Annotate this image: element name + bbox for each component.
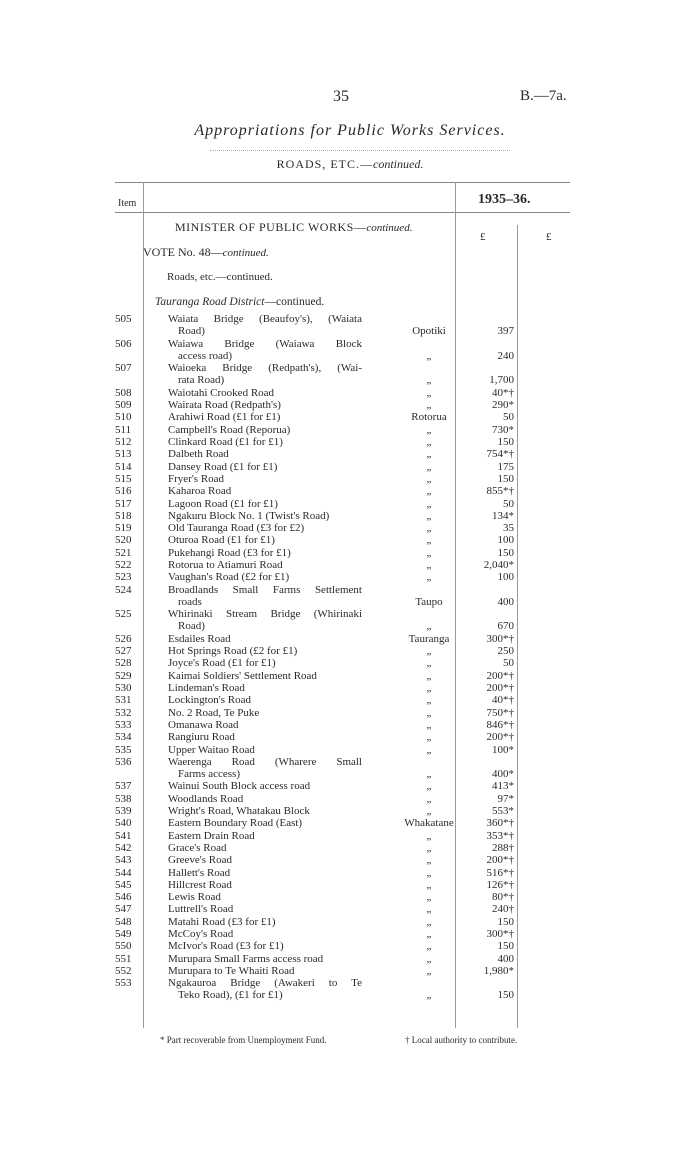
table-row [0,731,700,743]
item-number: 533 [115,718,132,731]
currency-symbol: £ [480,231,486,243]
table-row [0,670,700,682]
item-amount: 150 [497,546,514,559]
table-row [0,916,700,928]
item-amount: 250 [497,645,514,658]
item-number: 512 [115,436,132,448]
item-location: „ [426,792,432,805]
table-row [0,559,700,571]
item-amount: 150 [497,472,514,485]
item-description: Dalbeth Road [168,448,229,461]
item-number: 548 [115,915,132,928]
section-subtitle [0,157,700,172]
table-row [0,461,700,473]
item-location: „ [426,964,432,977]
item-location: „ [426,386,432,399]
item-amount: 288† [492,841,514,854]
item-number: 537 [115,780,132,793]
table-row [0,338,700,363]
item-location: „ [426,423,432,436]
item-amount: 400 [497,595,514,608]
item-location: „ [426,940,432,953]
item-location: „ [426,571,432,584]
item-number: 552 [115,964,132,977]
item-description: Lockington's Road [168,694,251,707]
item-amount: 846*† [486,718,514,731]
minister-continued: continued. [366,222,413,234]
year-column-header: 1935–36. [478,192,531,207]
item-amount: 1,980* [483,964,514,977]
item-amount: 240† [492,903,514,916]
item-description: Fryer's Road [168,472,225,485]
item-description: Ngakuru Block No. 1 (Twist's Road) [168,509,330,522]
item-description: Omanawa Road [168,718,239,731]
table-row [0,547,700,559]
item-number: 541 [115,829,132,842]
table-row [0,608,700,633]
table-row [0,842,700,854]
table-row [0,805,700,817]
item-amount: 150 [497,940,514,953]
item-description: Eastern Drain Road [168,829,255,842]
item-amount: 553* [492,805,514,817]
item-description: Broadlands Small Farms Settlement [168,583,362,596]
subtitle-continued: continued. [373,157,424,171]
item-number: 519 [115,522,132,535]
minister-main: MINISTER OF PUBLIC WORKS— [175,220,367,234]
item-location: „ [426,841,432,854]
item-description: No. 2 Road, Te Puke [168,706,260,719]
table-row [0,694,700,706]
item-amount: 100* [492,743,514,756]
item-amount: 200*† [486,731,514,744]
item-location: Rotorua [411,411,447,424]
item-description: access road) [178,349,233,362]
item-number: 514 [115,460,132,473]
item-location: „ [426,349,432,362]
item-number: 551 [115,952,132,965]
item-location: „ [426,878,432,891]
item-description: Whirinaki Stream Bridge (Whirinaki [168,608,362,621]
item-amount: 400 [497,952,514,965]
item-description: Hillcrest Road [168,878,232,891]
vote-main: VOTE No. 48— [143,245,223,259]
item-number: 510 [115,411,132,424]
table-row [0,387,700,399]
item-number: 522 [115,559,132,571]
item-amount: 50 [503,657,514,670]
item-amount: 360*† [486,817,514,830]
item-location: „ [426,952,432,965]
item-amount: 730* [492,423,514,436]
item-number: 547 [115,903,132,916]
item-location: „ [426,448,432,461]
item-location: „ [426,546,432,559]
item-number: 523 [115,571,132,584]
item-location: Opotiki [412,325,446,338]
roads-heading: Roads, etc.—continued. [167,271,273,283]
item-location: „ [426,694,432,707]
item-description: Grace's Road [168,841,227,854]
header-rule [210,150,510,151]
table-row [0,830,700,842]
item-number: 507 [115,362,132,375]
table-row [0,977,700,1002]
item-description: Waerenga Road (Wharere Small [168,755,362,768]
table-top-rule [115,182,570,183]
item-location: „ [426,891,432,904]
item-number: 525 [115,608,132,621]
item-description: Matahi Road (£3 for £1) [168,915,276,928]
item-amount: 400* [492,768,514,781]
table-row [0,940,700,952]
item-number: 535 [115,743,132,756]
vote-heading [143,245,269,260]
item-location: „ [426,559,432,571]
table-row [0,682,700,694]
page-title: Appropriations for Public Works Services. [194,122,506,139]
item-number: 530 [115,682,132,694]
item-description: Arahiwi Road (£1 for £1) [168,411,281,424]
item-location: „ [426,903,432,916]
item-number: 536 [115,755,132,768]
item-description: Hot Springs Road (£2 for £1) [168,645,298,658]
item-number: 553 [115,977,132,990]
item-amount: 200*† [486,669,514,682]
item-location: „ [426,915,432,928]
item-description: Wright's Road, Whatakau Block [168,805,310,817]
item-amount: 516*† [486,866,514,879]
table-row [0,965,700,977]
item-location: „ [426,522,432,535]
item-number: 546 [115,891,132,904]
table-row [0,571,700,583]
table-row [0,473,700,485]
item-amount: 100 [497,534,514,547]
item-amount: 2,040* [483,559,514,571]
item-description: roads [178,595,202,608]
table-row [0,633,700,645]
district-continued: —continued. [264,296,325,308]
item-number: 550 [115,940,132,953]
item-location: „ [426,768,432,781]
item-amount: 150 [497,915,514,928]
item-location: Tauranga [408,632,450,645]
table-row [0,411,700,423]
item-column-header: Item [118,198,137,209]
item-number: 521 [115,546,132,559]
table-row [0,534,700,546]
item-location: „ [426,472,432,485]
table-row [0,584,700,609]
item-amount: 1,700 [489,374,514,387]
item-location: „ [426,657,432,670]
item-description: Rangiuru Road [168,731,235,744]
table-row [0,657,700,669]
item-amount: 670 [497,620,514,633]
item-amount: 754*† [486,448,514,461]
table-row [0,953,700,965]
item-description: Kaimai Soldiers' Settlement Road [168,669,317,682]
item-number: 540 [115,817,132,830]
item-description: Road) [178,325,205,338]
item-location: „ [426,645,432,658]
item-number: 526 [115,632,132,645]
item-amount: 353*† [486,829,514,842]
table-row [0,854,700,866]
item-location: „ [426,669,432,682]
item-amount: 175 [497,460,514,473]
item-number: 513 [115,448,132,461]
table-header-rule [115,212,570,213]
item-description: Ngakauroa Bridge (Awakeri to Te [168,977,362,990]
item-description: Teko Road), (£1 for £1) [178,989,283,1002]
item-description: Wainui South Block access road [168,780,311,793]
item-location: „ [426,928,432,940]
item-amount: 300*† [486,928,514,940]
table-row [0,707,700,719]
item-description: Joyce's Road (£1 for £1) [168,657,276,670]
item-number: 538 [115,792,132,805]
item-number: 517 [115,497,132,510]
item-description: Waiotahi Crooked Road [168,386,275,399]
item-location: „ [426,706,432,719]
item-location: „ [426,682,432,694]
item-description: Campbell's Road (Reporua) [168,423,291,436]
item-amount: 40*† [492,694,514,707]
item-number: 506 [115,337,132,350]
item-amount: 150 [497,436,514,448]
item-description: Waiata Bridge (Beaufoy's), (Waiata [168,313,362,325]
table-row [0,903,700,915]
item-location: „ [426,374,432,387]
item-amount: 300*† [486,632,514,645]
subtitle-main: ROADS, ETC.— [276,157,373,171]
currency-symbol: £ [546,231,552,243]
item-number: 542 [115,841,132,854]
table-row [0,928,700,940]
item-description: Murupara Small Farms access road [168,952,324,965]
item-description: Road) [178,620,205,633]
item-description: Pukehangi Road (£3 for £1) [168,546,291,559]
item-number: 516 [115,485,132,498]
item-number: 511 [115,423,132,436]
item-amount: 100 [497,571,514,584]
minister-heading [175,220,412,235]
item-amount: 126*† [486,878,514,891]
table-row [0,817,700,829]
table-row [0,645,700,657]
item-amount: 240 [497,349,514,362]
item-amount: 40*† [492,386,514,399]
item-location: „ [426,534,432,547]
district-heading [155,296,324,308]
item-description: Farms access) [178,768,241,781]
item-location: „ [426,436,432,448]
item-description: Clinkard Road (£1 for £1) [168,436,283,448]
item-description: Murupara to Te Whaiti Road [168,964,295,977]
item-amount: 750*† [486,706,514,719]
table-row [0,424,700,436]
table-row [0,891,700,903]
item-number: 509 [115,399,132,412]
item-description: McCoy's Road [168,928,234,940]
item-description: Lindeman's Road [168,682,245,694]
item-number: 549 [115,928,132,940]
item-description: Wairata Road (Redpath's) [168,399,281,412]
item-location: „ [426,509,432,522]
footnote-dagger: † Local authority to contribute. [405,1035,518,1045]
item-location: „ [426,743,432,756]
item-amount: 200*† [486,854,514,867]
item-number: 518 [115,509,132,522]
item-description: Rotorua to Atiamuri Road [168,559,283,571]
item-description: Upper Waitao Road [168,743,255,756]
item-amount: 80*† [492,891,514,904]
district-main: Tauranga Road District [155,296,265,308]
item-amount: 50 [503,411,514,424]
item-number: 524 [115,583,132,596]
table-row [0,719,700,731]
item-number: 508 [115,386,132,399]
item-number: 543 [115,854,132,867]
table-row [0,399,700,411]
table-row [0,313,700,338]
table-row [0,485,700,497]
document-reference: B.—7a. [520,88,567,104]
item-amount: 134* [492,509,514,522]
item-description: Woodlands Road [168,792,244,805]
item-location: „ [426,829,432,842]
item-amount: 290* [492,399,514,412]
table-row [0,756,700,781]
item-amount: 35 [503,522,514,535]
item-description: Oturoa Road (£1 for £1) [168,534,275,547]
item-description: Lewis Road [168,891,221,904]
item-number: 544 [115,866,132,879]
item-description: Kaharoa Road [168,485,232,498]
item-description: rata Road) [178,374,225,387]
item-number: 531 [115,694,132,707]
item-location: „ [426,989,432,1002]
item-number: 520 [115,534,132,547]
item-location: Whakatane [404,817,454,830]
item-description: Dansey Road (£1 for £1) [168,460,278,473]
table-row [0,448,700,460]
table-row [0,522,700,534]
table-row [0,744,700,756]
item-location: „ [426,460,432,473]
item-location: „ [426,780,432,793]
item-amount: 200*† [486,682,514,694]
table-row [0,436,700,448]
item-number: 505 [115,313,132,325]
table-row [0,780,700,792]
table-row [0,879,700,891]
page-number: 35 [333,88,349,105]
item-amount: 397 [497,325,514,338]
item-number: 515 [115,472,132,485]
item-location: „ [426,497,432,510]
item-number: 527 [115,645,132,658]
table-row [0,498,700,510]
footnote-star: * Part recoverable from Unemployment Fund. [160,1035,327,1045]
item-amount: 855*† [486,485,514,498]
item-description: Greeve's Road [168,854,232,867]
item-number: 545 [115,878,132,891]
item-description: Vaughan's Road (£2 for £1) [168,571,290,584]
item-description: Old Tauranga Road (£3 for £2) [168,522,305,535]
item-location: „ [426,866,432,879]
item-description: Waioeka Bridge (Redpath's), (Wai- [168,362,362,375]
item-location: „ [426,731,432,744]
item-amount: 150 [497,989,514,1002]
item-location: „ [426,718,432,731]
item-location: Taupo [415,595,443,608]
vote-continued: continued. [222,247,269,259]
item-location: „ [426,485,432,498]
item-amount: 413* [492,780,514,793]
item-location: „ [426,854,432,867]
item-description: Lagoon Road (£1 for £1) [168,497,278,510]
table-row [0,510,700,522]
item-amount: 50 [503,497,514,510]
item-location: „ [426,620,432,633]
item-number: 539 [115,805,132,817]
table-row [0,793,700,805]
item-description: Waiawa Bridge (Waiawa Block [168,337,362,350]
table-row [0,867,700,879]
item-description: Hallett's Road [168,866,231,879]
item-description: Esdailes Road [168,632,231,645]
item-location: „ [426,805,432,817]
item-number: 532 [115,706,132,719]
item-location: „ [426,399,432,412]
item-description: Eastern Boundary Road (East) [168,817,303,830]
item-amount: 97* [497,792,514,805]
item-description: McIvor's Road (£3 for £1) [168,940,284,953]
item-description: Luttrell's Road [168,903,234,916]
item-number: 528 [115,657,132,670]
table-row [0,362,700,387]
item-number: 534 [115,731,132,744]
item-number: 529 [115,669,132,682]
